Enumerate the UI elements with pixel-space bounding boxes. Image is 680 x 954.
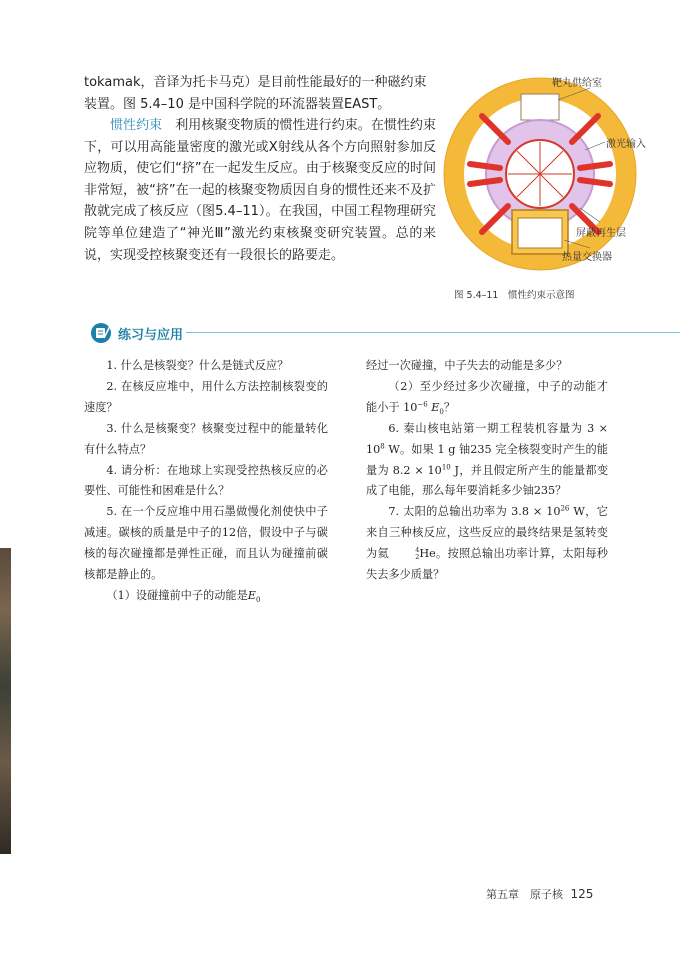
section-title: 练习与应用 (118, 328, 184, 343)
exercise-1: 1. 什么是核裂变？什么是链式反应？ (106, 359, 289, 372)
exercise-section-header (90, 322, 680, 344)
target-supply-chamber (521, 94, 559, 120)
exercise-2: 2. 在核反应堆中，用什么方法控制核裂变的速度？ (84, 379, 328, 414)
pen-notebook-icon (90, 322, 114, 344)
inertial-keyword: 惯性约束 (110, 118, 163, 133)
intro-line-2: 装置。图 5.4–10 是中国科学院的环流器装置EAST。 (84, 96, 391, 112)
exercise-5: 5. 在一个反应堆中用石墨做慢化剂使快中子减速。碳核的质量是中子的12倍，假设中子与碳核的每次碰撞都是弹性正碰，而且认为碰撞前碳核都是静止的。 (84, 505, 328, 582)
heat-exchanger-label: 热量交换器 (562, 252, 612, 263)
figure-caption: 图 5.4–11 惯性约束示意图 (454, 290, 575, 301)
section-divider (186, 332, 680, 333)
page-number: 125 (570, 887, 594, 901)
chapter-label: 第五章 原子核 (486, 888, 563, 901)
exercises-left-column (84, 356, 328, 607)
exercise-7: 7. 太阳的总输出功率为 $3.8 \times 10^{26}$ W，它来自三种核反应，这些反应的最终结果是氢转变为氦 4 2 He。按照总输出功率计算，太阳每秒失去多少质量？ (366, 504, 608, 582)
confinement-diagram (440, 72, 660, 282)
exercises-right-column (366, 356, 608, 586)
shield-layer-label: 屏蔽再生层 (576, 228, 626, 239)
inertial-paragraph (84, 115, 436, 266)
inertial-confinement-figure (440, 72, 660, 282)
side-photo-strip (0, 548, 11, 854)
exercise-3: 3. 什么是核聚变？核聚变过程中的能量转化有什么特点？ (84, 421, 328, 456)
core-spokes (508, 142, 572, 206)
target-supply-label: 靶丸供给室 (552, 78, 602, 89)
intro-line-1: tokamak，音译为托卡马克）是目前性能最好的一种磁约束 (84, 75, 427, 90)
intro-paragraph (84, 72, 436, 115)
exercise-4: 4. 请分析：在地球上实现受控热核反应的必要性、可能性和困难是什么？ (84, 463, 328, 498)
exercise-5-2: （2）至少经过多少次碰撞，中子的动能才能小于 $10^{-6}$ $E_0$？ (366, 379, 608, 417)
laser-input-label: 激光输入 (606, 139, 646, 150)
inertial-text: 利用核聚变物质的惯性进行约束。在惯性约束下，可以用高能量密度的激光或X射线从各个方向照射参加反应物质，使它们“挤”在一起发生反应。由于核聚变反应的时间非常短，被“挤”在一起的核聚变物质因自身的惯性还来不及扩散就完成了核反应（图5.4–11）。在我国，中国工程物理研究院等单位建造了“神光Ⅲ”激光约束核聚变研究装置。总的来说，实现受控核聚变还有一段很长的路要走。 (84, 118, 436, 263)
exercise-6: 6. 秦山核电站第一期工程装机容量为 $3 \times 10^8$ W。如果 1 g 铀235 完全核裂变时产生的能量为 $8.2 \times 10^{10}$ J，并且假定所产生的能量都变成了电能，那么每年要消耗多少铀235？ (366, 421, 609, 498)
page-footer (486, 886, 593, 902)
exercise-5-1-start: （1）设碰撞前中子的动能是$E_0$ (106, 588, 261, 605)
exercise-5-1-end: 经过一次碰撞，中子失去的动能是多少？ (366, 359, 568, 372)
